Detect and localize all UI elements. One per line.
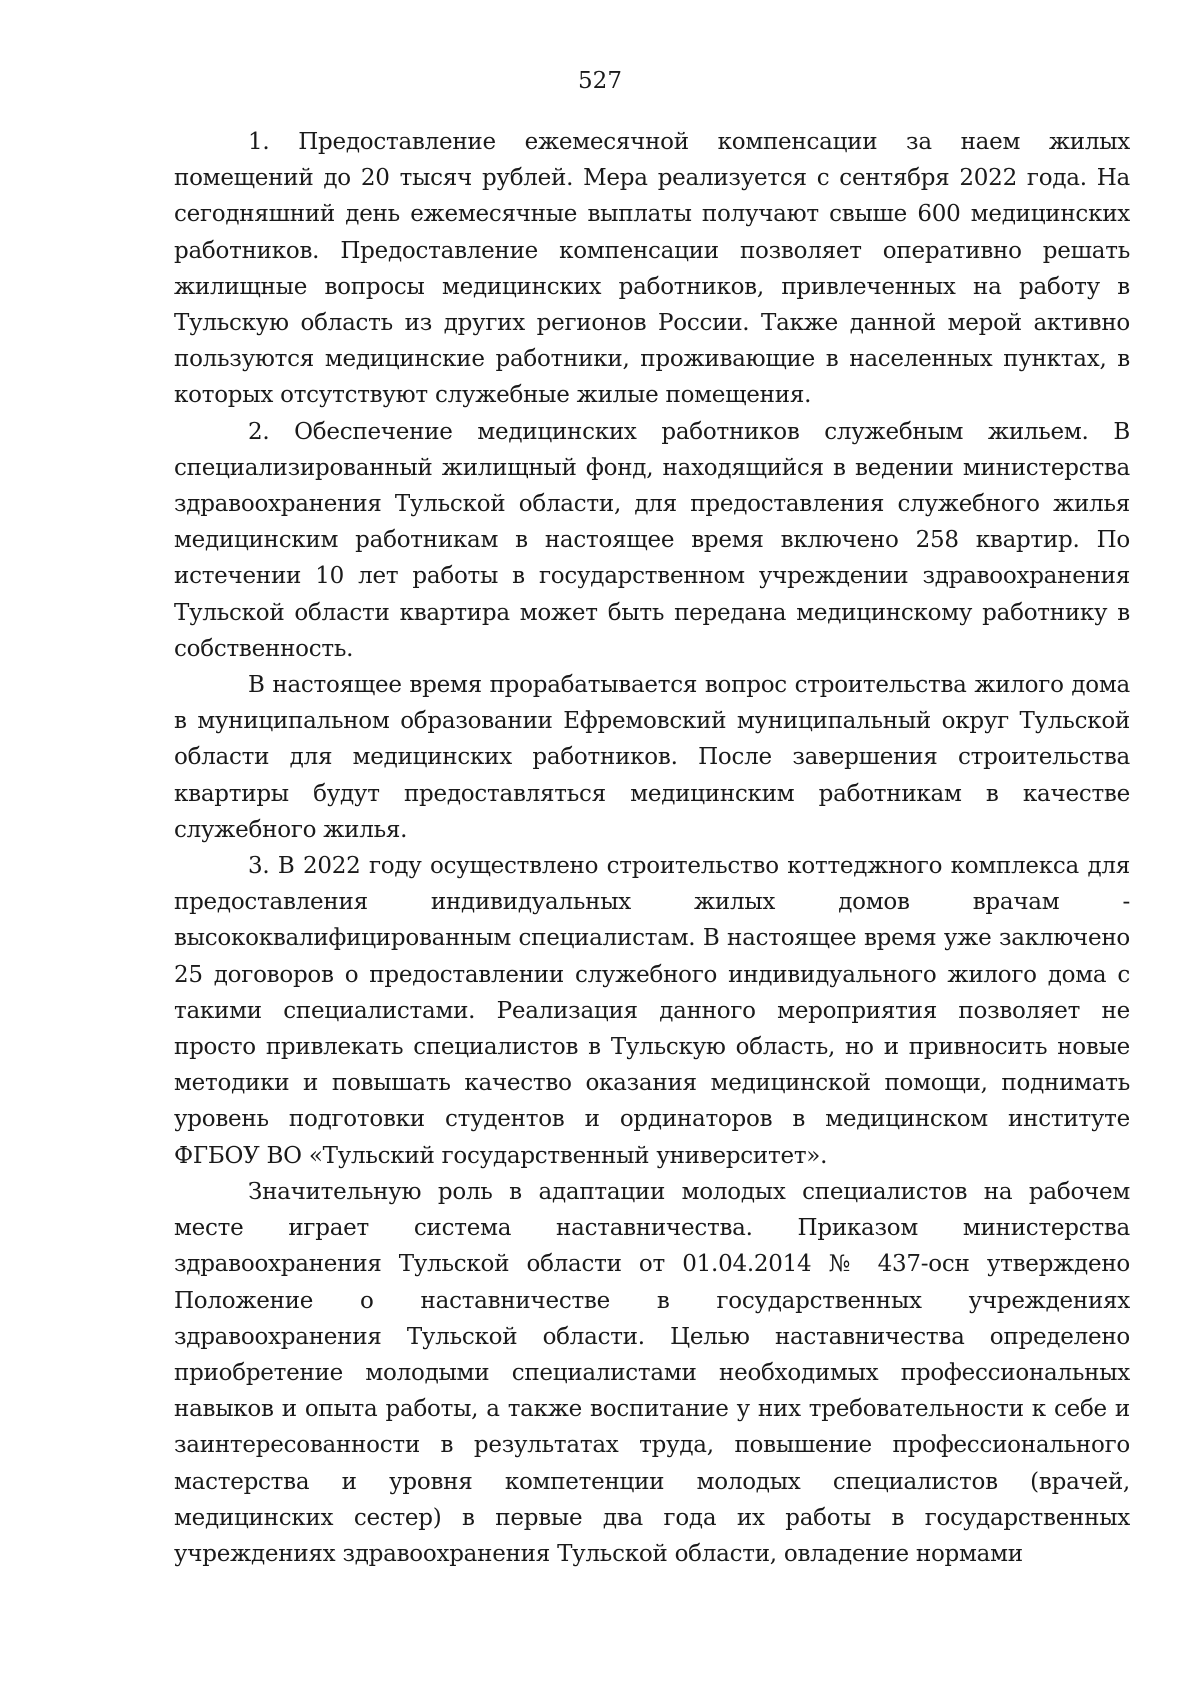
paragraph-mentoring: Значительную роль в адаптации молодых специалистов на рабочем месте играет система наставничества. Приказом министерства здравоохранения Тульской области от 01.04.2014 № 437-осн утверждено Положение о наставничестве в государственных учреждениях здравоохранения Тульской области. Целью наставничества определено приобретение молодыми специалистами необходимых профессиональных навыков и опыта работы, а также воспитание у них требовательности к себе и заинтересованности в результатах труда, повышение профессионального мастерства и уровня компетенции молодых специалистов (врачей, медицинских сестер) в первые два года их работы в государственных учреждениях здравоохранения Тульской области, овладение нормами bbox=[174, 1178, 1130, 1567]
page-number: 527 bbox=[578, 68, 622, 94]
paragraph-cottage-complex: 3. В 2022 году осуществлено строительство коттеджного комплекса для предоставления индивидуальных жилых домов врачам - высококвалифицированным специалистам. В настоящее время уже заключено 25 договоров о предоставлении служебного индивидуального жилого дома с такими специалистами. Реализация данного мероприятия позволяет не просто привлекать специалистов в Тульскую область, но и привносить новые методики и повышать качество оказания медицинской помощи, поднимать уровень подготовки студентов и ординаторов в медицинском институте ФГБОУ ВО «Тульский государственный университет». bbox=[174, 853, 1130, 1169]
document-body bbox=[174, 124, 1130, 1572]
paragraph-housing-construction: В настоящее время прорабатывается вопрос строительства жилого дома в муниципальном образовании Ефремовский муниципальный округ Тульской области для медицинских работников. После завершения строительства квартиры будут предоставляться медицинским работникам в качестве служебного жилья. bbox=[174, 672, 1130, 843]
paragraph-compensation: 1. Предоставление ежемесячной компенсации за наем жилых помещений до 20 тысяч рублей. Мера реализуется с сентября 2022 года. На сегодняшний день ежемесячные выплаты получают свыше 600 медицинских работников. Предоставление компенсации позволяет оперативно решать жилищные вопросы медицинских работников, привлеченных на работу в Тульскую область из других регионов России. Также данной мерой активно пользуются медицинские работники, проживающие в населенных пунктах, в которых отсутствуют служебные жилые помещения. bbox=[174, 129, 1130, 409]
paragraph-service-housing: 2. Обеспечение медицинских работников служебным жильем. В специализированный жилищный фонд, находящийся в ведении министерства здравоохранения Тульской области, для предоставления служебного жилья медицинским работникам в настоящее время включено 258 квартир. По истечении 10 лет работы в государственном учреждении здравоохранения Тульской области квартира может быть передана медицинскому работнику в собственность. bbox=[174, 418, 1130, 662]
